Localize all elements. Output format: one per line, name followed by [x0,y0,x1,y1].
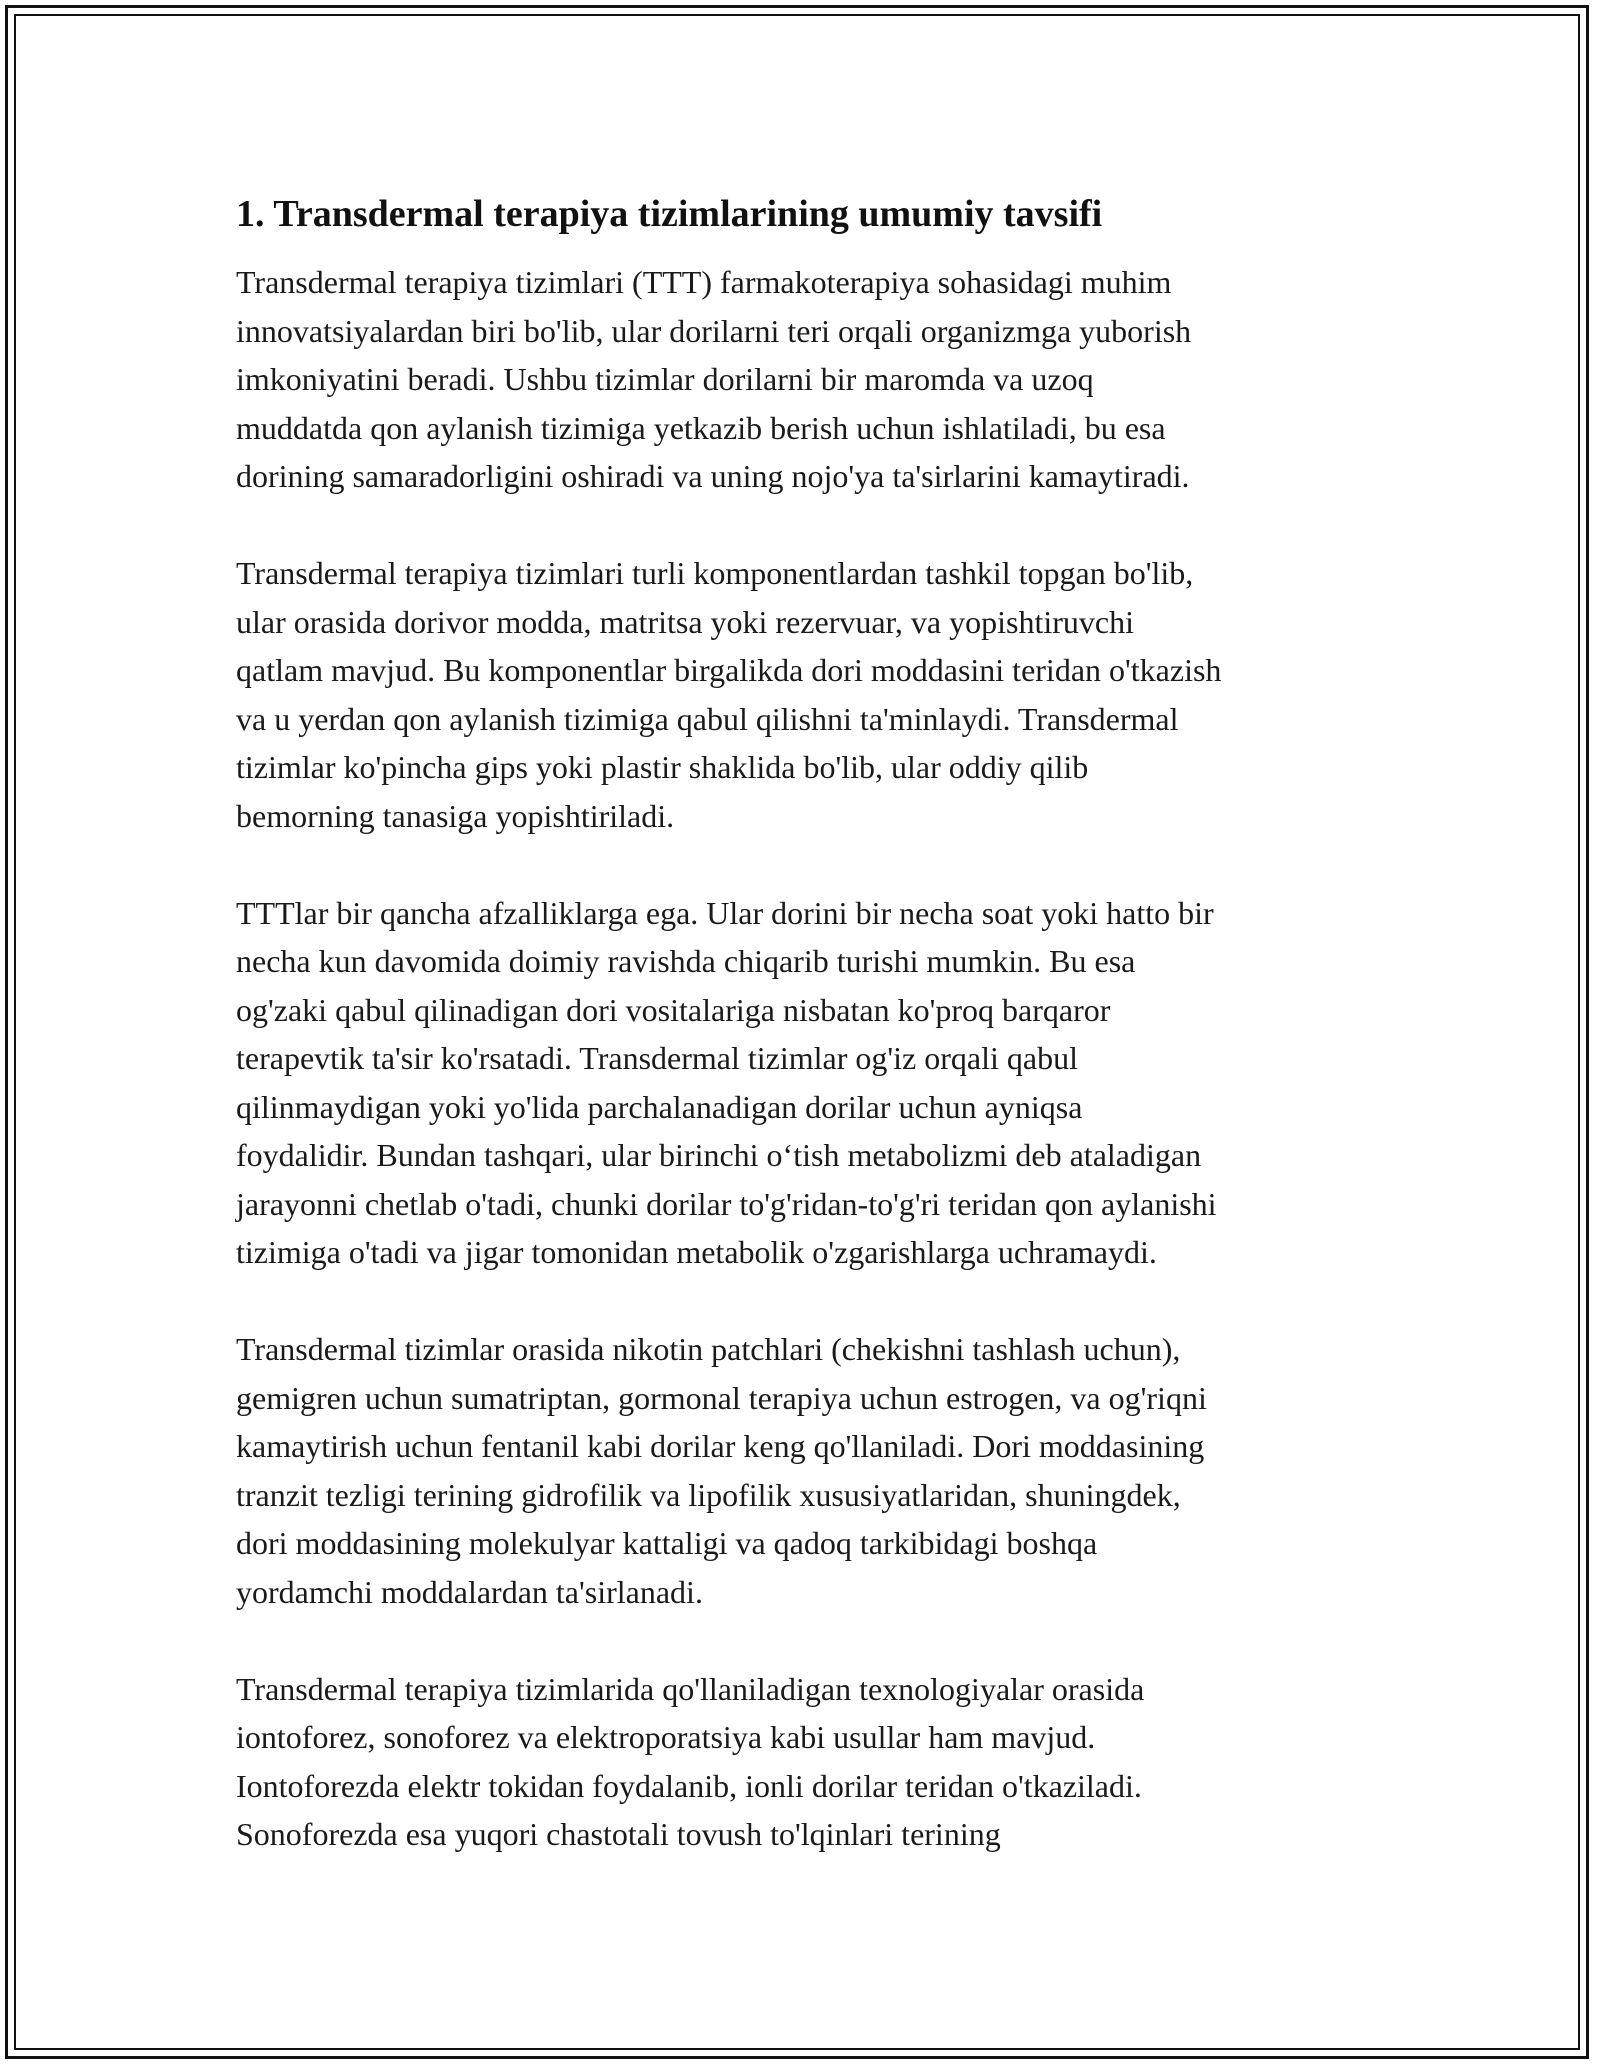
text-line: tizimiga o'tadi va jigar tomonidan metabolik o'zgarishlarga uchramaydi. [236,1234,1157,1270]
text-line: va u yerdan qon aylanish tizimiga qabul qilishni ta'minlaydi. Transdermal [236,700,1179,737]
text-line: qilinmaydigan yoki yo'lida parchalanadigan dorilar uchun ayniqsa [236,1088,1083,1125]
text-line: jarayonni chetlab o'tadi, chunki dorilar to'g'ridan-to'g'ri teridan qon aylanishi [236,1185,1217,1222]
text-line: foydalidir. Bundan tashqari, ular birinchi o‘tish metabolizmi deb ataladigan [236,1137,1202,1173]
text-line: tranzit tezligi terining gidrofilik va lipofilik xususiyatlaridan, shuningdek, [236,1476,1181,1513]
text-line: kamaytirish uchun fentanil kabi dorilar keng qo'llaniladi. Dori moddasining [236,1428,1205,1464]
text-line: bemorning tanasiga yopishtiriladi. [236,797,675,834]
text-line: Transdermal terapiya tizimlari turli komponentlardan tashkil topgan bo'lib, [236,555,1194,591]
text-line: tizimlar ko'pincha gips yoki plastir shaklida bo'lib, ular oddiy qilib [236,749,1089,785]
text-line: Iontoforezda elektr tokidan foydalanib, ionli dorilar teridan o'tkaziladi. [236,1767,1142,1804]
text-line: Transdermal terapiya tizimlarida qo'llaniladigan texnologiyalar orasida [236,1670,1145,1707]
section-heading: 1. Transdermal terapiya tizimlarining umumiy tavsifi [236,193,1103,235]
body-paragraph [236,889,1376,1277]
text-line: og'zaki qabul qilinadigan dori vositalariga nisbatan ko'proq barqaror [236,991,1111,1028]
text-line: qatlam mavjud. Bu komponentlar birgalikda dori moddasini teridan o'tkazish [236,652,1222,688]
body-paragraph [236,549,1376,840]
body-paragraph [236,258,1376,501]
document-body [236,190,1376,1907]
text-line: terapevtik ta'sir ko'rsatadi. Transdermal tizimlar og'iz orqali qabul [236,1040,1078,1076]
paragraph-list [236,258,1376,1859]
text-line: dorining samaradorligini oshiradi va uning nojo'ya ta'sirlarini kamaytiradi. [236,458,1190,494]
text-line: TTTlar bir qancha afzalliklarga ega. Ular dorini bir necha soat yoki hatto bir [236,894,1214,931]
text-line: imkoniyatini beradi. Ushbu tizimlar dorilarni bir maromda va uzoq [236,361,1094,397]
text-line: ular orasida dorivor modda, matritsa yoki rezervuar, va yopishtiruvchi [236,603,1134,640]
text-line: innovatsiyalardan biri bo'lib, ular dorilarni teri orqali organizmga yuborish [236,312,1192,349]
body-paragraph [236,1665,1376,1859]
text-line: Transdermal terapiya tizimlari (TTT) farmakoterapiya sohasidagi muhim [236,264,1172,300]
text-line: Transdermal tizimlar orasida nikotin patchlari (chekishni tashlash uchun), [236,1331,1181,1367]
text-line: gemigren uchun sumatriptan, gormonal terapiya uchun estrogen, va og'riqni [236,1379,1207,1416]
text-line: dori moddasining molekulyar kattaligi va qadoq tarkibidagi boshqa [236,1525,1098,1561]
text-line: necha kun davomida doimiy ravishda chiqarib turishi mumkin. Bu esa [236,943,1136,979]
text-line: Sonoforezda esa yuqori chastotali tovush to'lqinlari terining [236,1816,1001,1852]
text-line: muddatda qon aylanish tizimiga yetkazib berish uchun ishlatiladi, bu esa [236,409,1166,446]
text-line: iontoforez, sonoforez va elektroporatsiya kabi usullar ham mavjud. [236,1719,1096,1755]
text-line: yordamchi moddalardan ta'sirlanadi. [236,1573,703,1610]
body-paragraph [236,1325,1376,1616]
